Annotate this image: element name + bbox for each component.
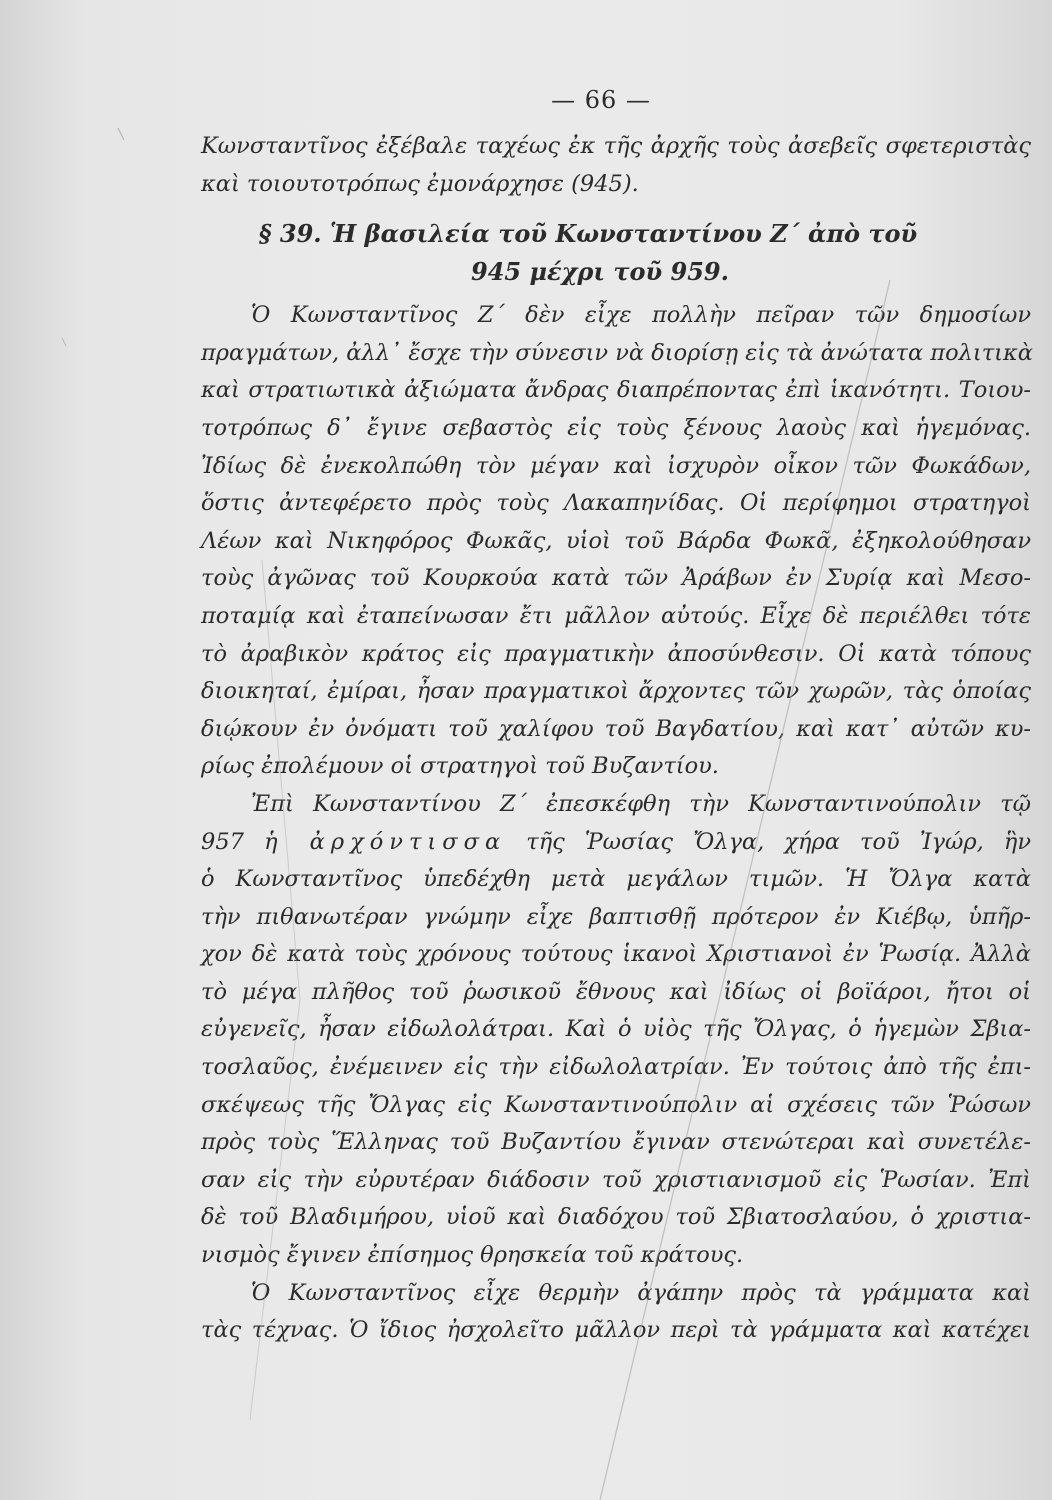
text-line: εὐγενεῖς, ἦσαν εἰδωλολάτραι. Καὶ ὁ υἱὸς τῆς Ὄλγας, ὁ ἡγεμὼν Σβια- bbox=[201, 1016, 1031, 1043]
text-line: ποταμίᾳ καὶ ἐταπείνωσαν ἔτι μᾶλλον αὐτούς. Εἶχε δὲ περιέλθει τότε bbox=[201, 602, 1031, 629]
text-line: τὸ μέγα πλῆθος τοῦ ῥωσικοῦ ἔθνους καὶ ἰδίως οἱ βοϊάροι, ἤτοι οἱ bbox=[201, 978, 1031, 1005]
section-heading-line: 945 μέχρι τοῦ 959. bbox=[471, 257, 729, 287]
section-heading-line: § 39. Ἡ βασιλεία τοῦ Κωνσταντίνου Ζ΄ ἀπὸ τοῦ bbox=[259, 219, 918, 249]
page-number: — 66 — bbox=[551, 86, 651, 114]
text-line: τοσλαῦος, ἐνέμεινεν εἰς τὴν εἰδωλολατρίαν. Ἐν τούτοις ἀπὸ τῆς ἐπι- bbox=[201, 1054, 1031, 1081]
text-line: τὴν πιθανωτέραν γνώμην εἶχε βαπτισθῇ πρότερον ἐν Κιέβῳ, ὑπῆρ- bbox=[201, 903, 1031, 930]
text-line: Ἐπὶ Κωνσταντίνου Ζ΄ ἐπεσκέφθη τὴν Κωνσταντινούπολιν τῷ bbox=[251, 790, 1031, 817]
text-line: τοὺς ἀγῶνας τοῦ Κουρκούα κατὰ τῶν Ἀράβων ἐν Συρίᾳ καὶ Μεσο- bbox=[201, 565, 1031, 592]
text-line: ρίως ἐπολέμουν οἱ στρατηγοὶ τοῦ Βυζαντίου. bbox=[201, 753, 719, 780]
text-line: διῴκουν ἐν ὀνόματι τοῦ χαλίφου τοῦ Βαγδατίου, καὶ κατ᾽ αὐτῶν κυ- bbox=[201, 715, 1031, 742]
text-line: πρὸς τοὺς Ἕλληνας τοῦ Βυζαντίου ἔγιναν στενώτεραι καὶ συνετέλε- bbox=[201, 1129, 1031, 1156]
text-line: διοικηταί, ἐμίραι, ἦσαν πραγματικοὶ ἄρχοντες τῶν χωρῶν, τὰς ὁποίας bbox=[201, 678, 1031, 705]
text-line: τὰς τέχνας. Ὁ ἴδιος ἠσχολεῖτο μᾶλλον περὶ τὰ γράμματα καὶ κατέχει bbox=[201, 1317, 1031, 1344]
text-line: καὶ τοιουτοτρόπως ἐμονάρχησε (945). bbox=[201, 170, 639, 197]
text-line: Ἰδίως δὲ ἐνεκολπώθη τὸν μέγαν καὶ ἰσχυρὸν οἶκον τῶν Φωκάδων, bbox=[201, 452, 1031, 479]
text-line: Κωνσταντῖνος ἐξέβαλε ταχέως ἐκ τῆς ἀρχῆς τοὺς ἀσεβεῖς σφετεριστὰς bbox=[201, 133, 1031, 159]
text-line: ὅστις ἀντεφέρετο πρὸς τοὺς Λακαπηνίδας. Οἱ περίφημοι στρατηγοὶ bbox=[201, 490, 1031, 517]
text-line: τοτρόπως δ᾽ ἔγινε σεβαστὸς εἰς τοὺς ξένους λαοὺς καὶ ἡγεμόνας. bbox=[201, 414, 1031, 441]
text-line: Ὁ Κωνσταντῖνος εἶχε θερμὴν ἀγάπην πρὸς τὰ γράμματα καὶ bbox=[251, 1279, 1031, 1306]
text-line: καὶ στρατιωτικὰ ἀξιώματα ἄνδρας διαπρέποντας ἐπὶ ἱκανότητι. Τοιου- bbox=[201, 377, 1031, 404]
text-line: τὸ ἀραβικὸν κράτος εἰς πραγματικὴν ἀποσύνθεσιν. Οἱ κατὰ τόπους bbox=[201, 640, 1031, 667]
text-line: σκέψεως τῆς Ὄλγας εἰς Κωνσταντινούπολιν αἱ σχέσεις τῶν Ῥώσων bbox=[201, 1091, 1031, 1118]
text-line: Ὁ Κωνσταντῖνος Ζ΄ δὲν εἶχε πολλὴν πεῖραν τῶν δημοσίων bbox=[251, 302, 1031, 329]
text-line: σαν εἰς τὴν εὐρυτέραν διάδοσιν τοῦ χριστιανισμοῦ εἰς Ῥωσίαν. Ἐπὶ bbox=[201, 1166, 1031, 1193]
text-span: 957 bbox=[201, 828, 265, 855]
text-line: δὲ τοῦ Βλαδιμήρου, υἱοῦ καὶ διαδόχου τοῦ Σβιατοσλαύου, ὁ χριστια- bbox=[201, 1204, 1031, 1231]
text-line: πραγμάτων, ἀλλ᾽ ἔσχε τὴν σύνεσιν νὰ διορίσῃ εἰς τὰ ἀνώτατα πολιτικὰ bbox=[201, 339, 1033, 366]
text-line: ὁ Κωνσταντῖνος ὑπεδέχθη μετὰ μεγάλων τιμῶν. Ἡ Ὄλγα κατὰ bbox=[201, 866, 1031, 893]
text-line: νισμὸς ἔγινεν ἐπίσημος θρησκεία τοῦ κράτους. bbox=[201, 1242, 744, 1269]
text-line: χον δὲ κατὰ τοὺς χρόνους τούτους ἱκανοὶ Χριστιανοὶ ἐν Ῥωσίᾳ. Ἀλλὰ bbox=[201, 941, 1031, 968]
spaced-emphasis: ἡ ἀρχόντισσα bbox=[264, 828, 507, 855]
text-line: Λέων καὶ Νικηφόρος Φωκᾶς, υἱοὶ τοῦ Βάρδα Φωκᾶ, ἐξηκολούθησαν bbox=[201, 527, 1031, 554]
text-span: τῆς Ῥωσίας Ὄλγα, χήρα τοῦ Ἰγώρ, ἣν bbox=[506, 828, 1032, 855]
